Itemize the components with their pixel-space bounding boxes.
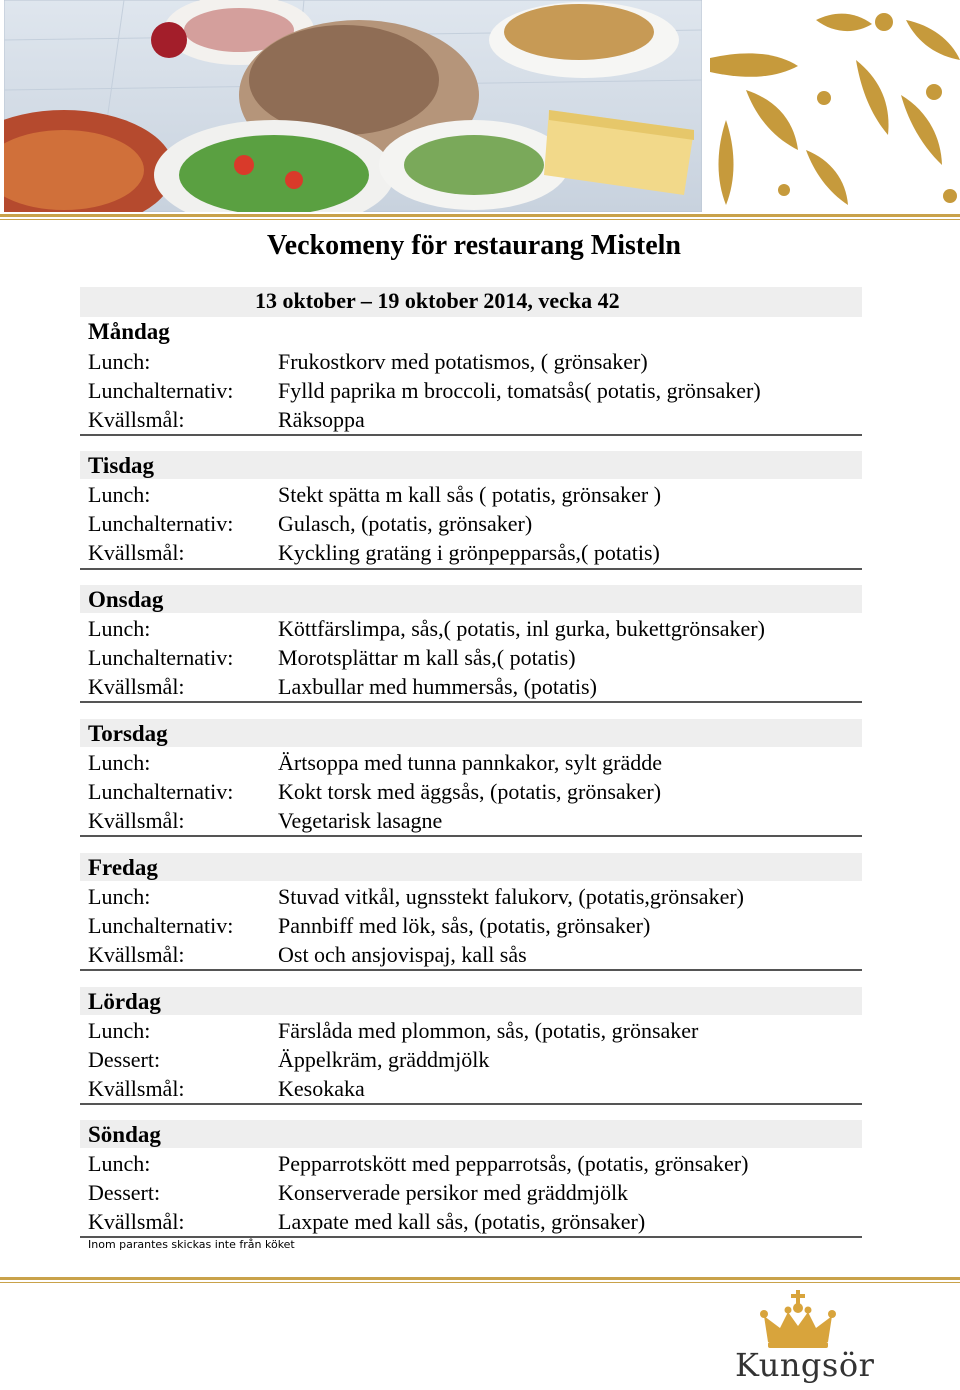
meal-label: Lunchalternativ: xyxy=(88,779,234,804)
meal-row xyxy=(88,538,660,567)
meal-row xyxy=(88,911,650,940)
day-saturday xyxy=(80,987,862,1101)
day-name: Fredag xyxy=(88,855,158,880)
day-tuesday xyxy=(80,451,862,565)
day-name: Måndag xyxy=(88,319,170,344)
meal-label: Kvällsmål: xyxy=(88,407,185,432)
day-divider xyxy=(80,1103,862,1105)
day-band xyxy=(80,987,862,1015)
meal-dish: Färslåda med plommon, sås, (potatis, grönsaker xyxy=(278,1018,699,1043)
footnote: Inom parantes skickas inte från köket xyxy=(88,1238,295,1251)
meal-dish: Gulasch, (potatis, grönsaker) xyxy=(278,511,533,536)
meal-dish: Äppelkräm, gräddmjölk xyxy=(278,1047,490,1072)
header-rule-thin xyxy=(0,219,960,220)
meal-label: Kvällsmål: xyxy=(88,674,185,699)
meal-row xyxy=(88,614,765,643)
day-name: Torsdag xyxy=(88,721,168,746)
meal-dish: Kyckling gratäng i grönpepparsås,( potatis) xyxy=(278,540,660,565)
meal-row xyxy=(88,376,761,405)
meal-label: Dessert: xyxy=(88,1180,161,1205)
footer-rule-thin xyxy=(0,1282,960,1283)
day-band xyxy=(80,719,862,747)
header-rule xyxy=(0,214,960,217)
day-thursday xyxy=(80,719,862,833)
meal-row xyxy=(88,748,662,777)
meal-label: Lunchalternativ: xyxy=(88,378,234,403)
meal-row xyxy=(88,347,648,376)
meal-row xyxy=(88,882,744,911)
meal-label: Kvällsmål: xyxy=(88,808,185,833)
meal-row xyxy=(88,1207,645,1236)
meal-row xyxy=(88,1045,489,1074)
day-band xyxy=(80,1120,862,1148)
meal-dish: Laxbullar med hummersås, (potatis) xyxy=(278,674,597,699)
meal-label: Kvällsmål: xyxy=(88,1209,185,1234)
day-divider xyxy=(80,835,862,837)
page-title: Veckomeny för restaurang Misteln xyxy=(267,230,681,261)
meal-dish: Köttfärslimpa, sås,( potatis, inl gurka, bukettgrönsaker) xyxy=(278,616,765,641)
meal-label: Lunchalternativ: xyxy=(88,645,234,670)
meal-row xyxy=(88,672,597,701)
meal-label: Kvällsmål: xyxy=(88,942,185,967)
meal-dish: Morotsplättar m kall sås,( potatis) xyxy=(278,645,576,670)
meal-label: Dessert: xyxy=(88,1047,161,1072)
meal-label: Lunch: xyxy=(88,482,151,507)
day-wednesday xyxy=(80,585,862,699)
meal-dish: Pannbiff med lök, sås, (potatis, grönsaker) xyxy=(278,913,651,938)
day-divider xyxy=(80,701,862,703)
logo-wordmark: Kungsör xyxy=(735,1346,875,1384)
meal-label: Lunchalternativ: xyxy=(88,511,234,536)
footer-rule xyxy=(0,1277,960,1280)
meal-dish: Kokt torsk med äggsås, (potatis, grönsaker) xyxy=(278,779,662,804)
meal-dish: Vegetarisk lasagne xyxy=(278,808,443,833)
meal-row xyxy=(88,1178,628,1207)
week-heading: 13 oktober – 19 oktober 2014, vecka 42 xyxy=(255,288,620,313)
day-divider xyxy=(80,969,862,971)
meal-row xyxy=(88,1074,365,1103)
meal-label: Lunch: xyxy=(88,1151,151,1176)
meal-dish: Ärtsoppa med tunna pannkakor, sylt grädde xyxy=(278,750,663,775)
day-band xyxy=(80,853,862,881)
meal-dish: Konserverade persikor med gräddmjölk xyxy=(278,1180,629,1205)
meal-label: Kvällsmål: xyxy=(88,540,185,565)
header-food-photo xyxy=(4,0,702,212)
day-name: Tisdag xyxy=(88,453,155,478)
meal-dish: Laxpate med kall sås, (potatis, grönsaker) xyxy=(278,1209,646,1234)
meal-row xyxy=(88,777,661,806)
meal-row xyxy=(88,806,442,835)
day-name: Onsdag xyxy=(88,587,164,612)
day-sunday xyxy=(80,1120,862,1234)
meal-dish: Räksoppa xyxy=(278,407,365,432)
meal-row xyxy=(88,405,365,434)
mistletoe-decoration xyxy=(706,0,960,212)
meal-dish: Stekt spätta m kall sås ( potatis, grönsaker ) xyxy=(278,482,662,507)
meal-label: Lunch: xyxy=(88,750,151,775)
meal-row xyxy=(88,509,532,538)
meal-label: Lunchalternativ: xyxy=(88,913,234,938)
day-divider xyxy=(80,434,862,436)
day-name: Lördag xyxy=(88,989,161,1014)
meal-label: Kvällsmål: xyxy=(88,1076,185,1101)
meal-row xyxy=(88,940,527,969)
meal-row xyxy=(88,480,661,509)
meal-dish: Pepparrotskött med pepparrotsås, (potatis, grönsaker) xyxy=(278,1151,749,1176)
meal-label: Lunch: xyxy=(88,349,151,374)
day-band xyxy=(80,451,862,479)
day-band xyxy=(80,585,862,613)
meal-dish: Fylld paprika m broccoli, tomatsås( potatis, grönsaker) xyxy=(278,378,761,403)
meal-label: Lunch: xyxy=(88,616,151,641)
meal-label: Lunch: xyxy=(88,884,151,909)
day-friday xyxy=(80,853,862,967)
meal-dish: Stuvad vitkål, ugnsstekt falukorv, (potatis,grönsaker) xyxy=(278,884,744,909)
meal-dish: Kesokaka xyxy=(278,1076,365,1101)
meal-dish: Ost och ansjovispaj, kall sås xyxy=(278,942,527,967)
day-divider xyxy=(80,568,862,570)
meal-dish: Frukostkorv med potatismos, ( grönsaker) xyxy=(278,349,648,374)
meal-row xyxy=(88,643,576,672)
meal-label: Lunch: xyxy=(88,1018,151,1043)
meal-row xyxy=(88,1016,698,1045)
meal-row xyxy=(88,1149,748,1178)
day-name: Söndag xyxy=(88,1122,161,1147)
